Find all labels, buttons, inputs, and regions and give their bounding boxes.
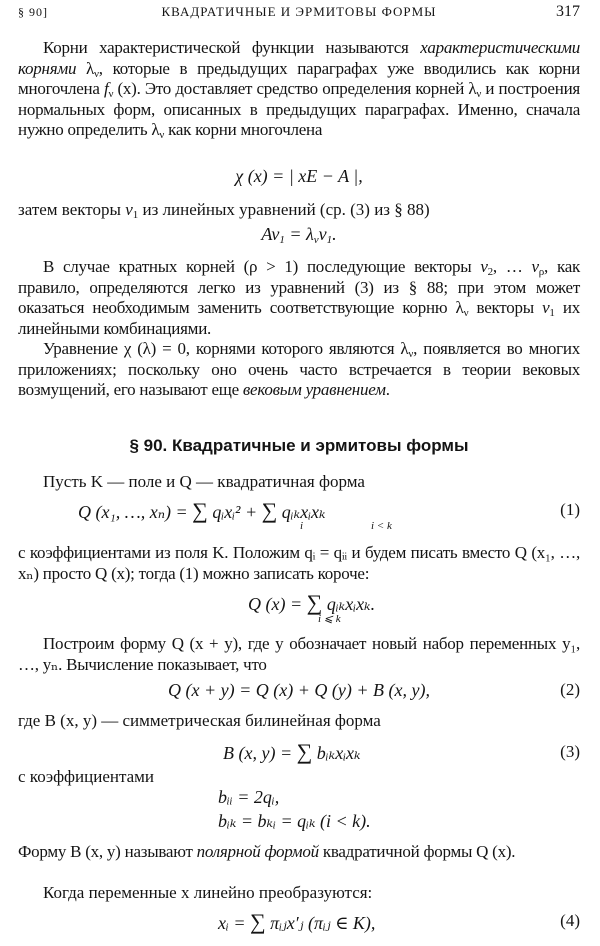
formula-coefficients-1: bᵢᵢ = 2qᵢ, [218, 787, 280, 807]
formula-3: B (x, y) = ∑ bᵢₖxᵢxₖ (3) [223, 739, 580, 764]
paragraph-coefficients: с коэффициентами из поля K. Положим qᵢ = qᵢᵢ и будем писать вместо Q (x₁, …, xₙ) просто Q (x); тогда (1) можно записать короче: [18, 543, 580, 583]
paragraph-multiple-roots: В случае кратных корней (ρ > 1) последующие векторы $v_2$, … $v_\rho$, как правило, определяются легко из уравнений (3) из § 88; при этом может оказаться необходимым заменить соответствующие корню $\lambda_\nu$ векторы $v_1$ их линейными комбинациями. [18, 257, 580, 338]
paragraph-quadratic-form-intro: Пусть K — поле и Q — квадратичная форма [43, 472, 365, 491]
section-marker: § 90] [18, 5, 48, 19]
paragraph-construct-form: Построим форму Q (x + y), где y обозначает новый набор переменных y₁, …, yₙ. Вычисление показывает, что [18, 634, 580, 674]
equation-number-3: (3) [560, 742, 580, 761]
equation-number-1: (1) [560, 500, 580, 519]
equation-number-2: (2) [560, 680, 580, 699]
chapter-title: КВАДРАТИЧНЫЕ И ЭРМИТОВЫ ФОРМЫ [161, 4, 437, 19]
formula-4: xᵢ = ∑ πᵢⱼx′ⱼ (πᵢⱼ ∈ K), (4) [218, 909, 580, 934]
paragraph-with-coefficients: с коэффициентами [18, 767, 154, 786]
formula-short-form: Q (x) = ∑ qᵢₖxᵢxₖ. i ⩽ k [248, 590, 376, 625]
page-number: 317 [556, 3, 580, 20]
term-characteristic-roots: характеристическими корнями [18, 38, 580, 78]
formula-2: Q (x + y) = Q (x) + Q (y) + B (x, y), (2) [168, 680, 580, 700]
equation-number-4: (4) [560, 911, 580, 930]
formula-eigen-equation: $Av_1 = \lambda_\nu v_1$. [261, 224, 337, 246]
formula-characteristic-polynomial: χ (x) = | xE − A |, [235, 166, 363, 186]
term-polar-form: полярной формой [196, 842, 319, 861]
paragraph-characteristic-roots: Корни характеристической функции называются характеристическими корнями $\lambda_\nu$, которые в предыдущих параграфах уже вводились как корни многочлена $f_\nu$ (x). Это доставляет средство определения корней $\lambda_\nu$ и построения нормальных форм, описанных в предыдущих параграфах. Именно, сначала нужно определить $\lambda_\nu$ как корни многочлена [18, 38, 580, 142]
formula-coefficients-2: bᵢₖ = bₖᵢ = qᵢₖ (i < k). [218, 811, 371, 831]
paragraph-secular-equation: Уравнение χ (λ) = 0, корнями которого являются $\lambda_\nu$, появляется во многих приложениях; поскольку оно очень часто встречается в теории вековых возмущений, его называют еще вековым уравнением. [18, 339, 580, 400]
paragraph-polar-form: Форму B (x, y) называют полярной формой квадратичной формы Q (x). [18, 842, 516, 861]
paragraph-vectors: затем векторы $v_1$ из линейных уравнений (ср. (3) из § 88) [18, 200, 430, 221]
running-head [18, 3, 580, 23]
term-secular-equation: вековым уравнением [242, 380, 386, 400]
paragraph-bilinear-form: где B (x, y) — симметрическая билинейная форма [18, 711, 381, 730]
formula-1: Q (x₁, …, xₙ) = ∑ qᵢxᵢ² + ∑ qᵢₖxᵢxₖ i i < k (1) [78, 498, 580, 532]
section-heading: § 90. Квадратичные и эрмитовы формы [129, 436, 469, 455]
paragraph-linear-transform: Когда переменные x линейно преобразуются: [43, 883, 373, 902]
